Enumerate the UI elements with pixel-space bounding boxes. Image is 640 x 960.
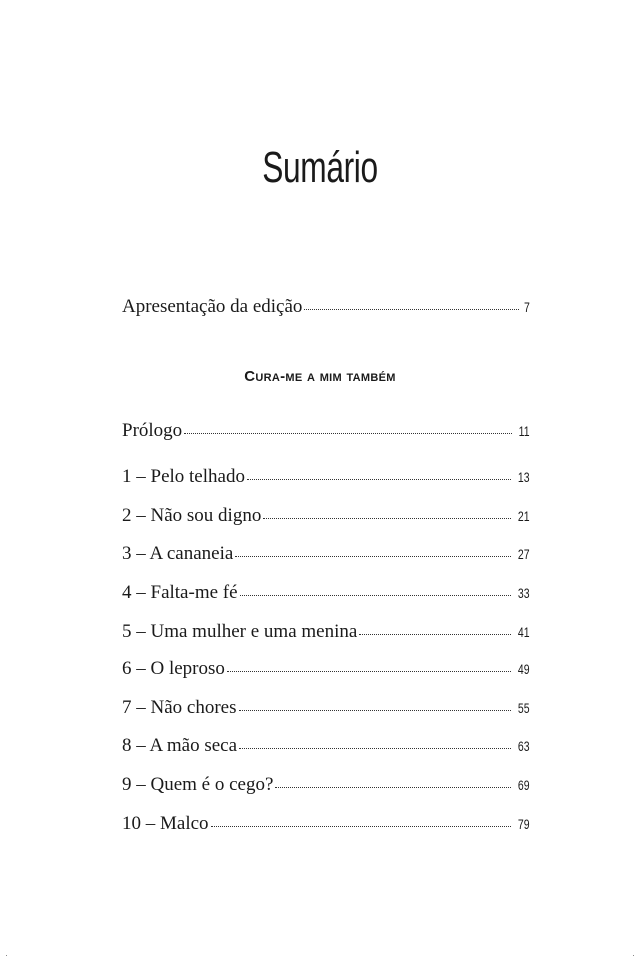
toc-entry-label: 1 – Pelo telhado — [122, 466, 245, 487]
toc-entry[interactable] — [122, 466, 530, 492]
toc-entry-page: 7 — [524, 299, 530, 315]
toc-entry-label: 2 – Não sou digno — [122, 505, 262, 526]
dot-leader — [239, 748, 511, 749]
toc-entry[interactable] — [122, 420, 530, 446]
toc-entry[interactable] — [122, 505, 530, 531]
toc-entry-label: 5 – Uma mulher e uma menina — [122, 621, 358, 642]
toc-entry[interactable] — [122, 697, 530, 723]
toc-entry[interactable] — [122, 774, 530, 800]
toc-entry-label: 3 – A cananeia — [122, 543, 234, 564]
section-heading: Cura-me a mim também — [244, 368, 396, 385]
toc-entry[interactable] — [122, 582, 530, 608]
dot-leader — [211, 826, 512, 827]
dot-leader — [227, 671, 512, 672]
toc-entry-page: 11 — [519, 423, 530, 439]
toc-entry[interactable] — [122, 621, 530, 647]
toc-entry-page: 27 — [518, 546, 530, 562]
crop-mark — [633, 955, 634, 956]
toc-entry-page: 55 — [518, 700, 530, 716]
toc-entry-label: Prólogo — [122, 420, 183, 441]
toc-entry-page: 33 — [518, 585, 530, 601]
dot-leader — [304, 309, 519, 310]
dot-leader — [235, 556, 511, 557]
toc-entry-label: 6 – O leproso — [122, 658, 225, 679]
toc-entry-page: 79 — [518, 816, 530, 832]
toc-entry-page: 63 — [518, 738, 530, 754]
dot-leader — [239, 710, 512, 711]
toc-entry-label: Apresentação da edição — [122, 296, 303, 317]
crop-mark — [6, 955, 7, 956]
toc-entry-label: 4 – Falta-me fé — [122, 582, 238, 603]
toc-entry[interactable] — [122, 658, 530, 684]
dot-leader — [184, 433, 512, 434]
dot-leader — [359, 634, 511, 635]
toc-entry-front[interactable] — [122, 296, 530, 322]
toc-entry-label: 10 – Malco — [122, 813, 209, 834]
toc-entry-page: 41 — [518, 624, 530, 640]
toc-entry-label: 8 – A mão seca — [122, 735, 238, 756]
dot-leader — [247, 479, 511, 480]
toc-entry-page: 49 — [518, 661, 530, 677]
toc-entry[interactable] — [122, 543, 530, 569]
dot-leader — [240, 595, 512, 596]
toc-entry-page: 13 — [518, 469, 530, 485]
toc-entry-label: 9 – Quem é o cego? — [122, 774, 274, 795]
toc-entry[interactable] — [122, 813, 530, 839]
toc-entry[interactable] — [122, 735, 530, 761]
page-title: Sumário — [262, 143, 378, 192]
dot-leader — [275, 787, 511, 788]
dot-leader — [263, 518, 511, 519]
toc-entry-page: 69 — [518, 777, 530, 793]
toc-entry-page: 21 — [518, 508, 530, 524]
toc-entry-label: 7 – Não chores — [122, 697, 237, 718]
